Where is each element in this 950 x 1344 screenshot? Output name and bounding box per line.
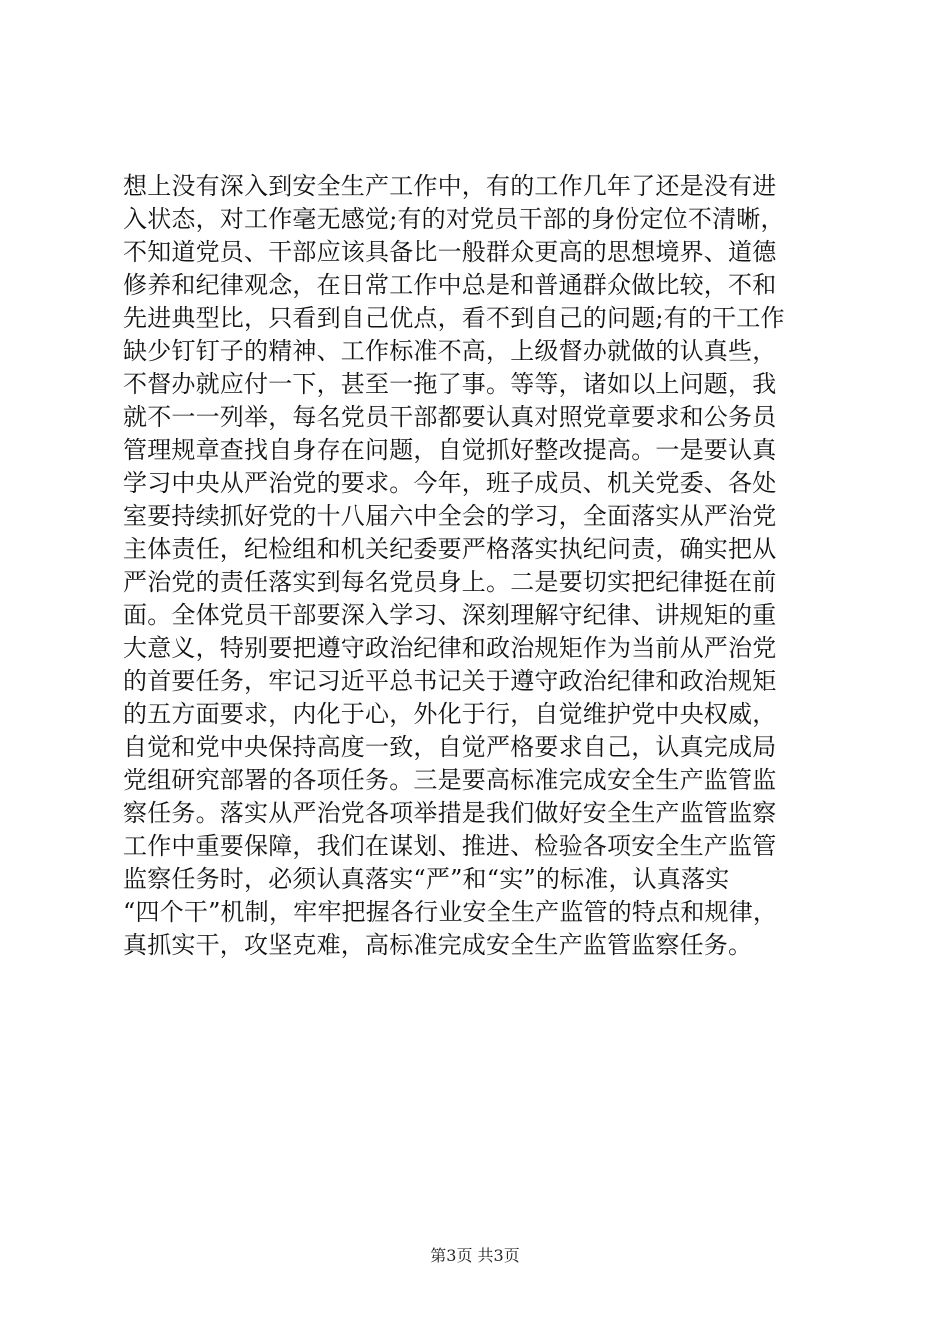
text-line: 不知道党员、干部应该具备比一般群众更高的思想境界、道德 bbox=[123, 238, 777, 266]
text-line: 察任务。落实从严治党各项举措是我们做好安全生产监管监察 bbox=[123, 799, 777, 827]
text-line: 面。全体党员干部要深入学习、深刻理解守纪律、讲规矩的重 bbox=[123, 601, 777, 629]
text-line: 入状态，对工作毫无感觉;有的对党员干部的身份定位不清晰， bbox=[123, 205, 785, 233]
text-line: 想上没有深入到安全生产工作中，有的工作几年了还是没有进 bbox=[123, 172, 777, 200]
body-paragraph bbox=[123, 170, 843, 962]
page-footer bbox=[0, 1245, 950, 1267]
text-line: 修养和纪律观念，在日常工作中总是和普通群众做比较，不和 bbox=[123, 271, 777, 299]
text-line: 不督办就应付一下，甚至一拖了事。等等，诸如以上问题，我 bbox=[123, 370, 777, 398]
text-line: 的首要任务，牢记习近平总书记关于遵守政治纪律和政治规矩 bbox=[123, 667, 777, 695]
text-line: 真抓实干，攻坚克难，高标准完成安全生产监管监察任务。 bbox=[123, 931, 753, 959]
text-line: 缺少钉钉子的精神、工作标准不高，上级督办就做的认真些， bbox=[123, 337, 777, 365]
text-line: 大意义，特别要把遵守政治纪律和政治规矩作为当前从严治党 bbox=[123, 634, 777, 662]
text-line: 党组研究部署的各项任务。三是要高标准完成安全生产监管监 bbox=[123, 766, 777, 794]
page-number-label: 第3页 共3页 bbox=[430, 1246, 520, 1265]
text-line: 监察任务时，必须认真落实“严”和“实”的标准，认真落实 bbox=[123, 865, 730, 893]
text-line: 就不一一列举，每名党员干部都要认真对照党章要求和公务员 bbox=[123, 403, 777, 431]
text-line: 管理规章查找自身存在问题，自觉抓好整改提高。一是要认真 bbox=[123, 436, 777, 464]
text-line: 自觉和党中央保持高度一致，自觉严格要求自己，认真完成局 bbox=[123, 733, 777, 761]
text-line: “四个干”机制，牢牢把握各行业安全生产监管的特点和规律， bbox=[123, 898, 778, 926]
text-line: 的五方面要求，内化于心，外化于行，自觉维护党中央权威， bbox=[123, 700, 777, 728]
text-line: 室要持续抓好党的十八届六中全会的学习，全面落实从严治党 bbox=[123, 502, 777, 530]
text-line: 主体责任，纪检组和机关纪委要严格落实执纪问责，确实把从 bbox=[123, 535, 777, 563]
text-line: 严治党的责任落实到每名党员身上。二是要切实把纪律挺在前 bbox=[123, 568, 777, 596]
text-line: 学习中央从严治党的要求。今年，班子成员、机关党委、各处 bbox=[123, 469, 777, 497]
text-line: 先进典型比，只看到自己优点，看不到自己的问题;有的干工作 bbox=[123, 304, 785, 332]
text-line: 工作中重要保障，我们在谋划、推进、检验各项安全生产监管 bbox=[123, 832, 777, 860]
